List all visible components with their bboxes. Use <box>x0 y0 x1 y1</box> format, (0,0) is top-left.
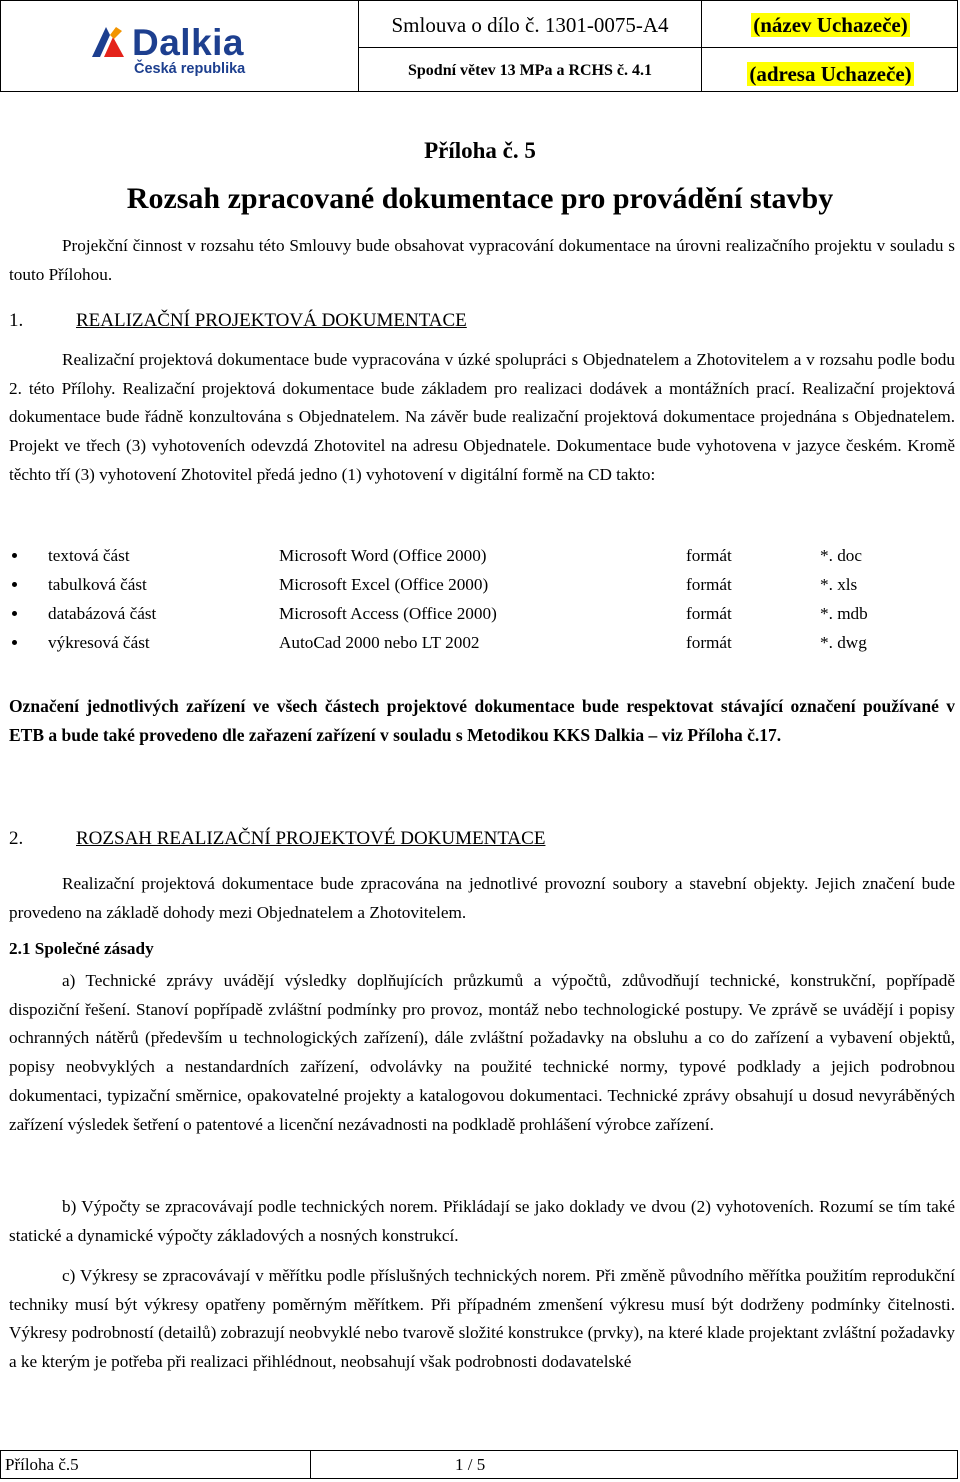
paragraph-a: a) Technické zprávy uvádějí výsledky doplňujících průzkumů a výpočtů, zdůvodňují technické, konstrukční, popřípadě dispoziční řešení. Stanoví popřípadě zvláštní podmínky pro provoz, montáž nebo technologické postupy. Ve zprávě se uvádějí i popisy ochranných nátěrů (především u technologických zařízení), dále zvláštní požadavky na obsluhu a co do zařízení a vybavení objektů, popisy neobvyklých a nestandardních zařízení, odvolávky na použité technické normy, typové podklady a jejich podrobnou dokumentaci, typizační směrnice, opakovatelné projekty a katalogovou dokumentaci. Technické zprávy obsahují u dosud nevyráběných zařízení výsledek šetření o patentové a licenční nezávadnosti na podkladě prohlášení výrobce zařízení. <box>9 971 955 1134</box>
format-part: výkresová část <box>48 633 150 652</box>
format-part: tabulková část <box>48 575 147 594</box>
page-number: 1 / 5 <box>455 1455 486 1474</box>
bullet-icon <box>12 611 17 616</box>
section-1-paragraph: Realizační projektová dokumentace bude vypracována v úzké spolupráci s Objednatelem a Zhotovitelem a v rozsahu podle bodu 2. této Přílohy. Realizační projektová dokumentace bude základem pro realizaci dodávek a montážních prací. Realizační projektová dokumentace bude řádně konzultována s Objednatelem. Na závěr bude realizační projektová dokumentace projednána s Objednatelem. Projekt ve třech (3) vyhotoveních odevzdá Zhotovitel na adresu Objednatele. Dokumentace bude vyhotovena v jazyce českém. Kromě těchto tří (3) vyhotovení Zhotovitel předá jedno (1) vyhotovení v digitální formě na CD takto: <box>9 350 955 484</box>
section-1-number: 1. <box>9 310 24 331</box>
format-software: Microsoft Word (Office 2000) <box>279 546 487 565</box>
format-label: formát <box>686 604 732 623</box>
format-software: AutoCad 2000 nebo LT 2002 <box>279 633 480 652</box>
contract-number: Smlouva o dílo č. 1301-0075-A4 <box>391 13 669 37</box>
page-title: Rozsah zpracované dokumentace pro provádění stavby <box>126 182 834 215</box>
annex-label: Příloha č. 5 <box>424 138 536 163</box>
intro-paragraph: Projekční činnost v rozsahu této Smlouvy bude obsahovat vypracování dokumentace na úrovni realizačního projektu v souladu s touto Přílohou. <box>9 236 955 284</box>
format-label: formát <box>686 546 732 565</box>
document-footer <box>0 1450 958 1479</box>
format-extension: *. xls <box>820 575 858 594</box>
logo-subtitle: Česká republika <box>134 61 246 77</box>
contract-cell <box>359 1 702 91</box>
footer-label: Příloha č.5 <box>1 1451 311 1478</box>
bidder-name: (název Uchazeče) <box>753 13 908 37</box>
format-label: formát <box>686 575 732 594</box>
bullet-icon <box>12 553 17 558</box>
kks-note: Označení jednotlivých zařízení ve všech částech projektové dokumentace bude respektovat stávající označení používané v ETB a bude také provedeno dle zařazení zařízení v souladu s Metodikou KKS Dalkia – viz Příloha č.17. <box>9 696 955 745</box>
format-part: textová část <box>48 546 130 565</box>
bullet-icon <box>12 582 17 587</box>
format-part: databázová část <box>48 604 157 623</box>
format-software: Microsoft Excel (Office 2000) <box>279 575 489 594</box>
section-2-heading: ROZSAH REALIZAČNÍ PROJEKTOVÉ DOKUMENTACE <box>76 828 546 849</box>
bidder-cell <box>702 1 959 91</box>
bidder-address: (adresa Uchazeče) <box>749 62 912 86</box>
section-2-paragraph: Realizační projektová dokumentace bude zpracována na jednotlivé provozní soubory a stavební objekty. Jejich značení bude provedeno na základě dohody mezi Objednatelem a Zhotovitelem. <box>9 874 955 922</box>
dalkia-logo <box>86 21 266 79</box>
format-extension: *. dwg <box>820 633 867 652</box>
document-header <box>0 0 958 92</box>
paragraph-c: c) Výkresy se zpracovávají v měřítku podle příslušných technických norem. Při změně původního měřítka použitím reprodukční techniky musí být výkresy opatřeny poměrným měřítkem. Při případném zmenšení výkresu musí být dodrženy podmínky čitelnosti. Výkresy podrobností (detailů) zobrazují neobvyklé nebo tvarově složité konstrukce (prvky), na které klade projektant zvláštní požadavky a ke kterým je potřeba při realizaci přihlédnout, neobsahují však podrobnosti dodavatelské <box>9 1266 955 1372</box>
format-label: formát <box>686 633 732 652</box>
format-software: Microsoft Access (Office 2000) <box>279 604 497 623</box>
format-extension: *. doc <box>820 546 863 565</box>
format-extension: *. mdb <box>820 604 868 623</box>
subsection-heading: 2.1 Společné zásady <box>9 939 154 958</box>
bullet-icon <box>12 640 17 645</box>
logo-cell <box>1 1 359 91</box>
section-1-heading: REALIZAČNÍ PROJEKTOVÁ DOKUMENTACE <box>76 310 467 331</box>
section-2-number: 2. <box>9 828 24 849</box>
logo-wordmark: Dalkia <box>132 22 245 63</box>
paragraph-b: b) Výpočty se zpracovávají podle technických norem. Přikládají se jako doklady ve dvou (2) vyhotoveních. Rozumí se tím také statické a dynamické výpočty základových a nosných konstrukcí. <box>9 1197 955 1245</box>
header-divider <box>359 47 957 48</box>
lot-name: Spodní větev 13 MPa a RCHS č. 4.1 <box>408 62 652 79</box>
dalkia-logo-icon <box>86 23 130 63</box>
